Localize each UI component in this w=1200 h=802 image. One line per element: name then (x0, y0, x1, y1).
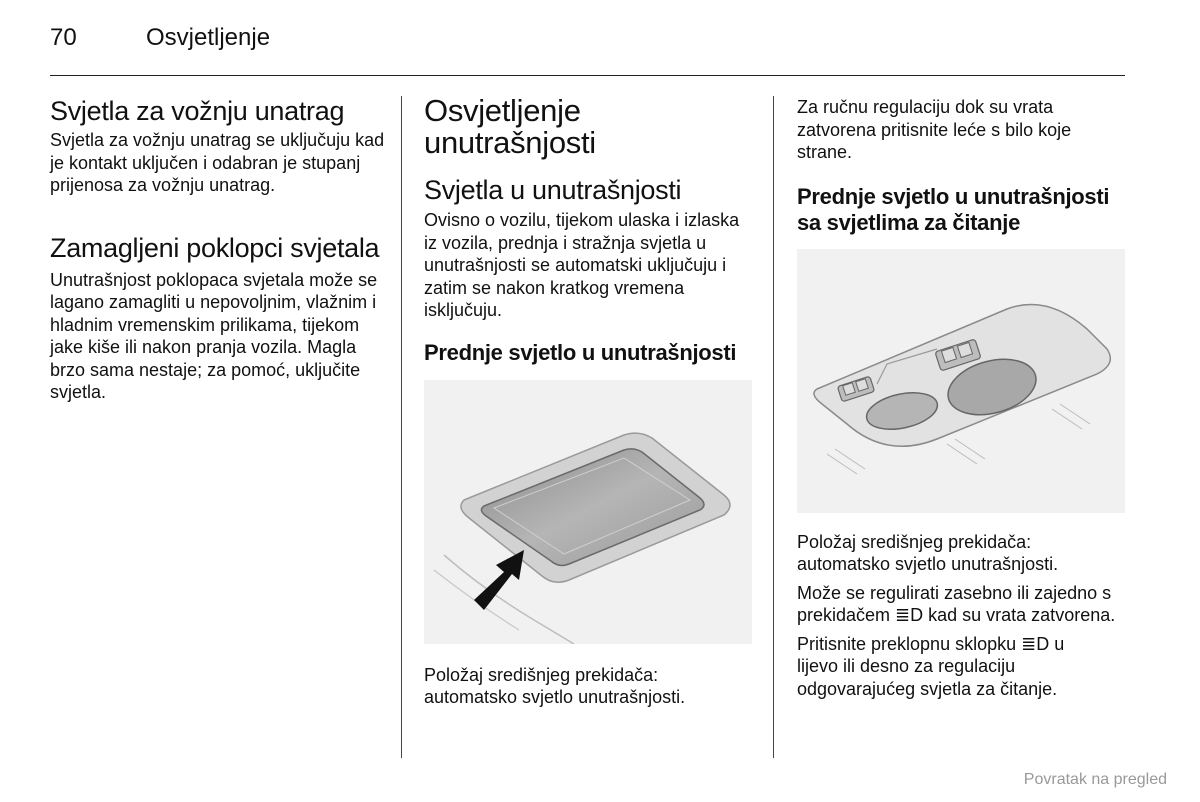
section-heading-front-interior-light: Prednje svjetlo u unutrašnjosti (424, 339, 737, 365)
section-heading-reading-lights: Prednje svjetlo u unutrašnjosti sa svjetlima za čitanje (797, 183, 1110, 235)
reading-lights-figure (797, 249, 1125, 513)
section-heading-fogged-covers: Zamagljeni poklopci svjetala (50, 232, 380, 263)
column-left (50, 92, 390, 404)
arrow-icon (474, 550, 524, 610)
header-rule (50, 75, 1125, 76)
column-divider-2 (773, 96, 774, 758)
back-to-overview-link[interactable]: Povratak na pregled (1023, 771, 1167, 788)
switch-position-text: Položaj središnjeg prekidača: automatsko svjetlo unutrašnjosti. (797, 531, 1059, 574)
section-text-interior-lights: Ovisno o vozilu, tijekom ulaska i izlaska iz vozila, prednja i stražnja svjetla u unutrašnjosti se automatski uključuju i zatim se nakon kratkog vremena isključuju. (424, 210, 740, 320)
figure-caption-front-light: Položaj središnjeg prekidača: automatsko svjetlo unutrašnjosti. (424, 664, 686, 707)
column-middle (424, 92, 754, 709)
section-heading-reverse-lights: Svjetla za vožnju unatrag (50, 96, 345, 126)
reading-lights-illustration (797, 249, 1125, 513)
page-header (50, 24, 270, 60)
section-title-interior-lighting: Osvjetljenje unutrašnjosti (424, 93, 596, 160)
section-heading-interior-lights: Svjetla u unutrašnjosti (424, 175, 682, 205)
manual-regulation-text: Za ručnu regulaciju dok su vrata zatvorena pritisnite leće s bilo koje strane. (797, 97, 1072, 162)
regulate-separately-text: Može se regulirati zasebno ili zajedno s prekidačem ≣D kad su vrata zatvorena. (797, 582, 1116, 625)
toggle-switch-text: Pritisnite preklopnu sklopku ≣D u lijevo ili desno za regulaciju odgovarajućeg svjetla za čitanje. (797, 633, 1065, 699)
column-divider-1 (401, 96, 402, 758)
chapter-title: Osvjetljenje (146, 24, 271, 51)
column-right (797, 92, 1127, 700)
front-interior-light-figure (424, 380, 752, 644)
section-text-reverse-lights: Svjetla za vožnju unatrag se uključuju kad je kontakt uključen i odabran je stupanj prijenosa za vožnju unatrag. (50, 130, 385, 195)
page-number: 70 (50, 24, 77, 51)
section-text-fogged-covers: Unutrašnjost poklopaca svjetala može se lagano zamagliti u nepovoljnim, vlažnim i hladnim vremenskim prilikama, tijekom jake kiše ili nakon pranja vozila. Magla brzo sama nestaje; za pomoć, uključite svjetla. (50, 269, 378, 402)
dome-light-illustration (424, 380, 752, 644)
